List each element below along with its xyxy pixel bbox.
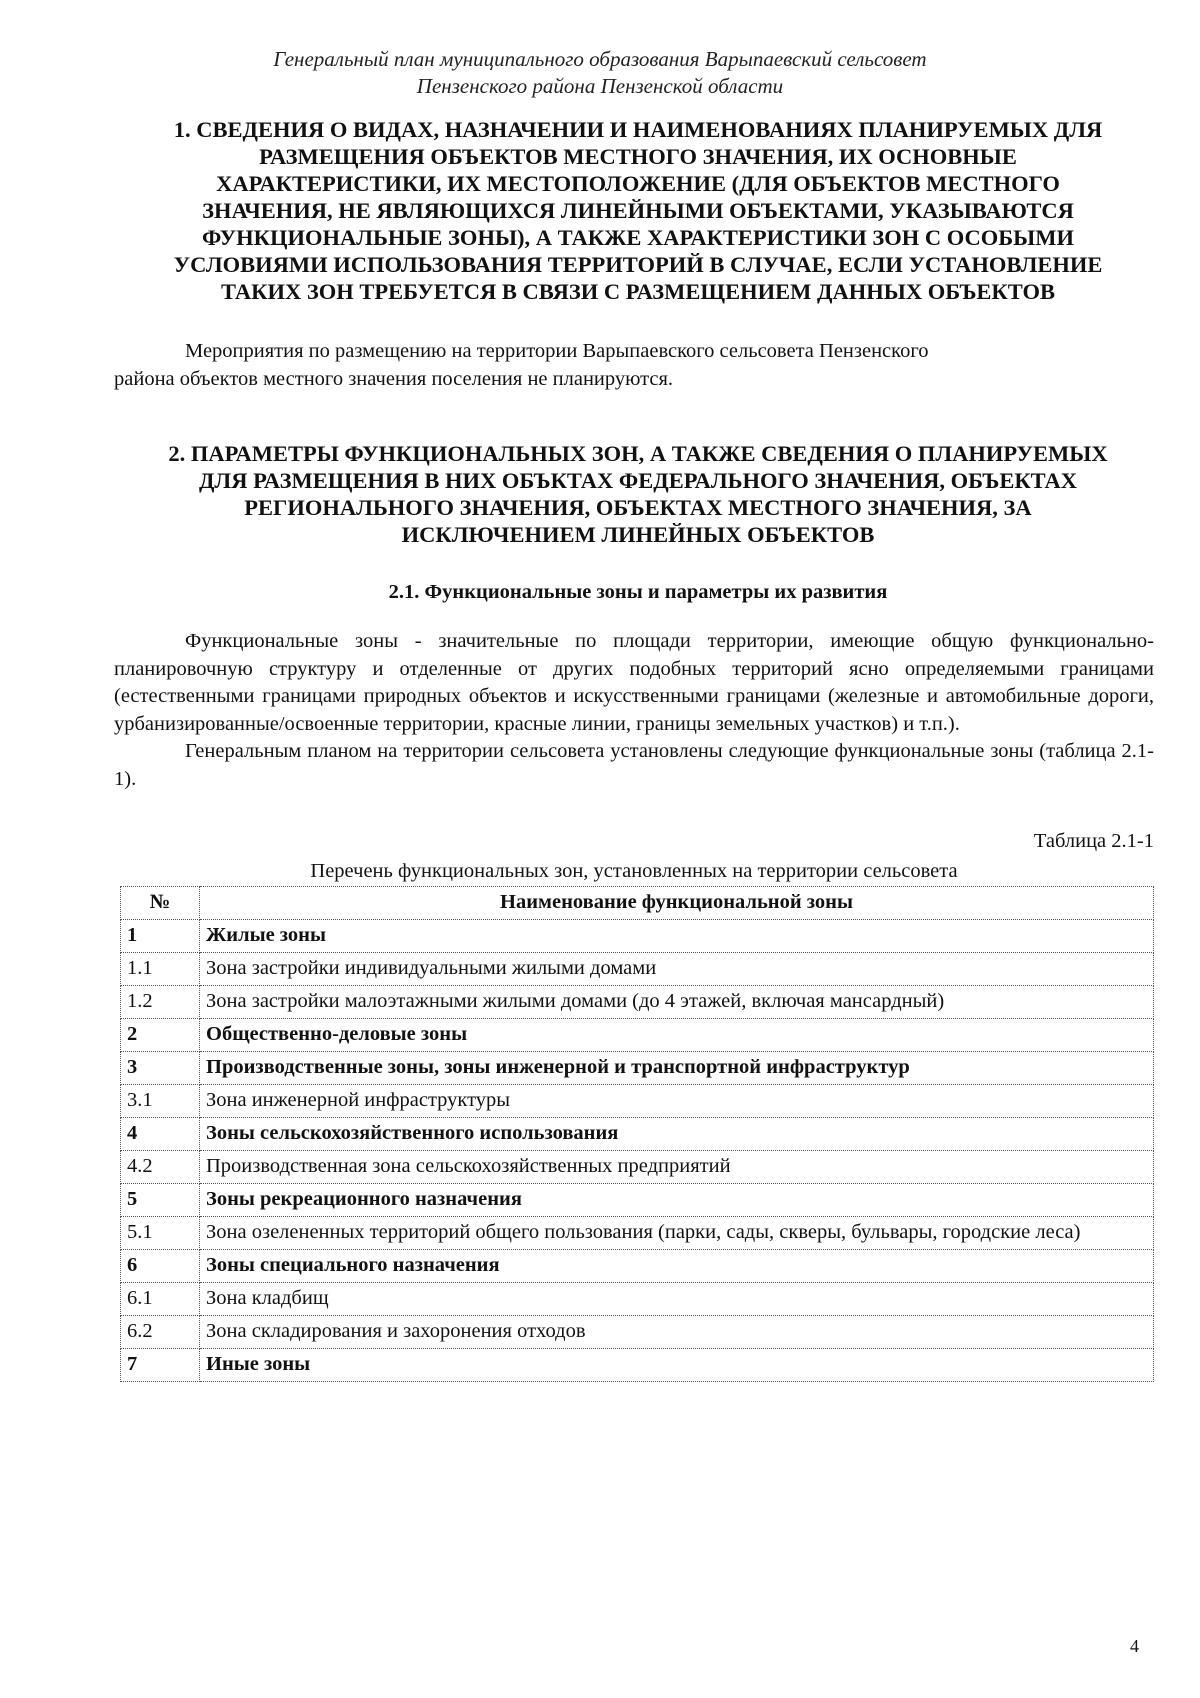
zone-number-cell: 3.1 [121, 1085, 200, 1118]
zone-number-cell: 7 [121, 1349, 200, 1382]
table-row [121, 1349, 1154, 1382]
table-row [121, 1217, 1154, 1250]
table-row [121, 1019, 1154, 1052]
header-line-2: Пензенского района Пензенской области [416, 74, 784, 98]
zone-number-cell: 6.1 [121, 1283, 200, 1316]
section-2-heading-line: 2. ПАРАМЕТРЫ ФУНКЦИОНАЛЬНЫХ ЗОН, А ТАКЖЕ СВЕДЕНИЯ О ПЛАНИРУЕМЫХ [168, 441, 1108, 466]
section-2-heading-line: РЕГИОНАЛЬНОГО ЗНАЧЕНИЯ, ОБЪЕКТАХ МЕСТНОГО ЗНАЧЕНИЯ, ЗА [244, 495, 1032, 520]
section-2-heading [118, 440, 1158, 548]
zone-name-cell: Зона складирования и захоронения отходов [200, 1316, 1154, 1349]
table-row [121, 1118, 1154, 1151]
zone-name-cell: Зона кладбищ [200, 1283, 1154, 1316]
table-row [121, 1250, 1154, 1283]
zone-name-cell: Зона инженерной инфраструктуры [200, 1085, 1154, 1118]
zone-number-cell: 5 [121, 1184, 200, 1217]
header-line-1: Генеральный план муниципального образования Варыпаевский сельсовет [273, 47, 927, 71]
zone-name-cell: Зоны сельскохозяйственного использования [200, 1118, 1154, 1151]
section-1-heading-line: 1. СВЕДЕНИЯ О ВИДАХ, НАЗНАЧЕНИИ И НАИМЕНОВАНИЯХ ПЛАНИРУЕМЫХ ДЛЯ [173, 117, 1103, 142]
zone-number-cell: 1 [121, 920, 200, 953]
zone-name-cell: Производственные зоны, зоны инженерной и транспортной инфраструктур [200, 1052, 1154, 1085]
column-header-number: № [121, 887, 200, 920]
zone-name-cell: Иные зоны [200, 1349, 1154, 1382]
zone-number-cell: 1.2 [121, 986, 200, 1019]
zone-number-cell: 6 [121, 1250, 200, 1283]
section-1-heading [118, 116, 1158, 305]
section-2-paragraph-1: Функциональные зоны - значительные по площади территории, имеющие общую функционально-планировочную структуру и отделенные от других подобных территорий ясно определяемыми границами (естественными границами природных объектов и искусственными границами (железные и автомобильные дороги, урбанизированные/освоенные территории, красные линии, границы земельных участков) и т.п.). [114, 630, 1154, 735]
section-1-paragraph [114, 337, 1154, 393]
section-1-heading-line: ЗНАЧЕНИЯ, НЕ ЯВЛЯЮЩИХСЯ ЛИНЕЙНЫМИ ОБЪЕКТАМИ, УКАЗЫВАЮТСЯ [202, 198, 1074, 223]
table-row [121, 1316, 1154, 1349]
table-row [121, 1052, 1154, 1085]
section-1-heading-line: УСЛОВИЯМИ ИСПОЛЬЗОВАНИЯ ТЕРРИТОРИЙ В СЛУЧАЕ, ЕСЛИ УСТАНОВЛЕНИЕ [173, 252, 1103, 277]
section-1-heading-line: ФУНКЦИОНАЛЬНЫЕ ЗОНЫ), А ТАКЖЕ ХАРАКТЕРИСТИКИ ЗОН С ОСОБЫМИ [202, 225, 1074, 250]
zone-number-cell: 6.2 [121, 1316, 200, 1349]
running-header [0, 46, 1200, 100]
section-2-paragraph-2: Генеральным планом на территории сельсовета установлены следующие функциональные зоны (таблица 2.1-1). [114, 740, 1154, 790]
table-row [121, 1151, 1154, 1184]
zone-number-cell: 4 [121, 1118, 200, 1151]
zone-number-cell: 5.1 [121, 1217, 200, 1250]
table-row [121, 986, 1154, 1019]
zone-name-cell: Жилые зоны [200, 920, 1154, 953]
table-caption: Таблица 2.1-1 [1033, 830, 1154, 852]
table-row [121, 920, 1154, 953]
zone-name-cell: Зоны рекреационного назначения [200, 1184, 1154, 1217]
table-header-row [121, 887, 1154, 920]
zone-name-cell: Зоны специального назначения [200, 1250, 1154, 1283]
section-2-body [114, 628, 1154, 793]
zone-number-cell: 2 [121, 1019, 200, 1052]
zone-name-cell: Общественно-деловые зоны [200, 1019, 1154, 1052]
table-row [121, 1283, 1154, 1316]
page-number: 4 [1130, 1636, 1139, 1656]
zone-number-cell: 4.2 [121, 1151, 200, 1184]
section-1-paragraph-line [114, 337, 1154, 365]
zone-name-cell: Зона озелененных территорий общего пользования (парки, сады, скверы, бульвары, городские леса) [200, 1217, 1154, 1250]
table-row [121, 1184, 1154, 1217]
section-1-paragraph-line: района объектов местного значения поселения не планируются. [114, 368, 674, 390]
section-2-heading-line: ИСКЛЮЧЕНИЕМ ЛИНЕЙНЫХ ОБЪЕКТОВ [401, 522, 875, 547]
section-1-paragraph-line-text: Мероприятия по размещению на территории Варыпаевского сельсовета Пензенского [185, 340, 929, 362]
section-1-heading-line: ХАРАКТЕРИСТИКИ, ИХ МЕСТОПОЛОЖЕНИЕ (ДЛЯ ОБЪЕКТОВ МЕСТНОГО [216, 171, 1060, 196]
zone-name-cell: Зона застройки малоэтажными жилыми домами (до 4 этажей, включая мансардный) [200, 986, 1154, 1019]
section-1-heading-line: ТАКИХ ЗОН ТРЕБУЕТСЯ В СВЯЗИ С РАЗМЕЩЕНИЕМ ДАННЫХ ОБЪЕКТОВ [221, 279, 1055, 304]
table-body [121, 920, 1154, 1382]
subsection-2-1-heading: 2.1. Функциональные зоны и параметры их развития [388, 581, 888, 603]
zone-number-cell: 1.1 [121, 953, 200, 986]
table-title: Перечень функциональных зон, установленных на территории сельсовета [310, 860, 958, 882]
table-row [121, 953, 1154, 986]
column-header-zone-name: Наименование функциональной зоны [200, 887, 1154, 920]
zone-name-cell: Зона застройки индивидуальными жилыми домами [200, 953, 1154, 986]
zone-number-cell: 3 [121, 1052, 200, 1085]
section-1-heading-line: РАЗМЕЩЕНИЯ ОБЪЕКТОВ МЕСТНОГО ЗНАЧЕНИЯ, ИХ ОСНОВНЫЕ [259, 144, 1017, 169]
zone-name-cell: Производственная зона сельскохозяйственных предприятий [200, 1151, 1154, 1184]
section-2-heading-line: ДЛЯ РАЗМЕЩЕНИЯ В НИХ ОБЪКТАХ ФЕДЕРАЛЬНОГО ЗНАЧЕНИЯ, ОБЪЕКТАХ [198, 468, 1078, 493]
table-row [121, 1085, 1154, 1118]
functional-zones-table [120, 886, 1154, 1382]
